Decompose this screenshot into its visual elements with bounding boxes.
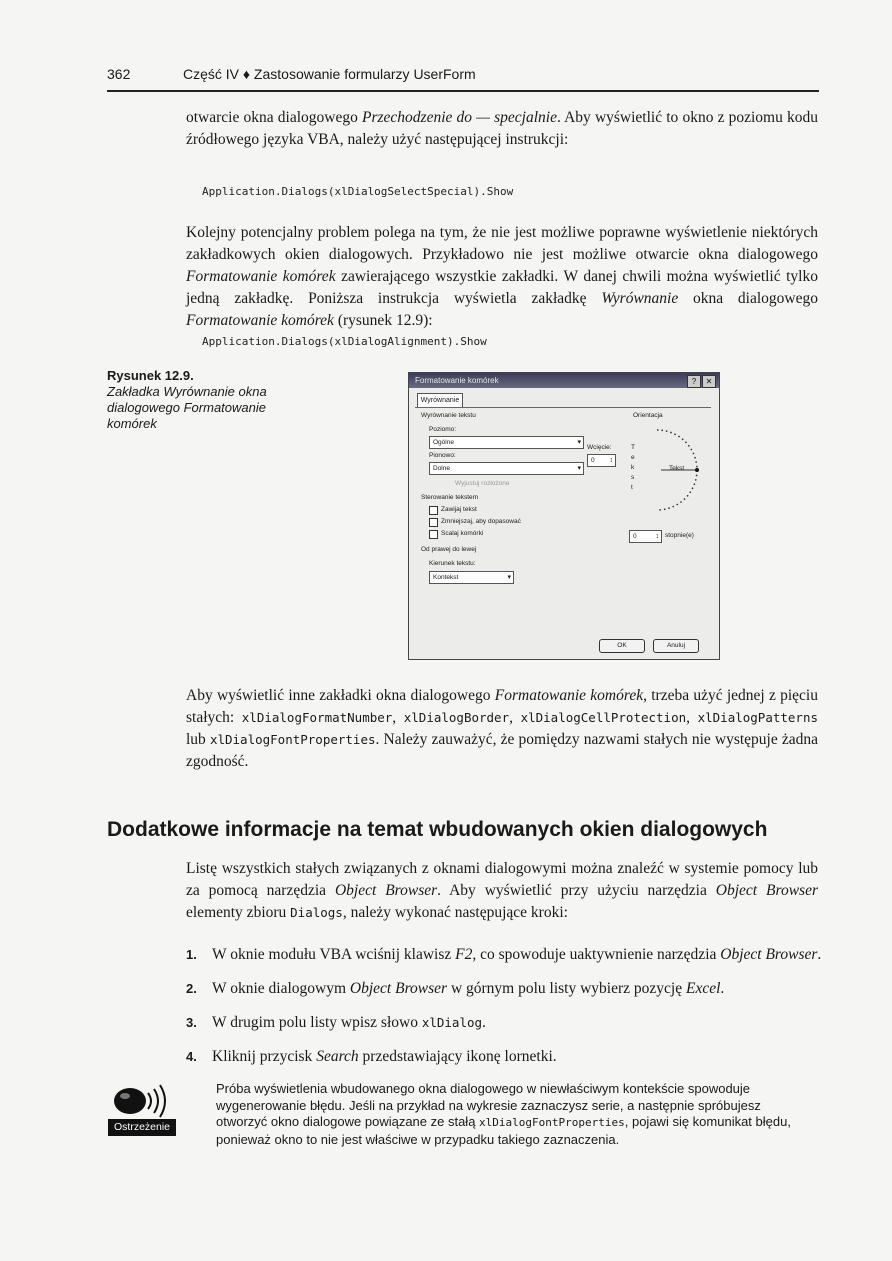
page-header (107, 60, 819, 92)
spinner-arrows-icon: ↕ (655, 533, 659, 540)
justify-distributed-label: Wyjustuj rozłożone (455, 480, 510, 487)
figure-label: Rysunek 12.9. (107, 368, 194, 383)
orientation-letter: e (631, 454, 635, 461)
chapter-title: Część IV ♦ Zastosowanie formularzy UserForm (183, 66, 476, 82)
vertical-select[interactable]: Dolne ▾ (429, 462, 584, 475)
chevron-down-icon: ▾ (507, 574, 511, 581)
steps-list (186, 944, 826, 1080)
text-control-label: Sterowanie tekstem (421, 494, 479, 501)
paragraph-2: Kolejny potencjalny problem polega na tym, że nie jest możliwe poprawne wyświetlenie niektórych zakładkowych okien dialogowych. Przykładowo nie jest możliwe otwarcie okna dialogowego Formatowanie komórek zawierającego wszystkie zakładki. W danej chwili można wyświetlić tylko jedną zakładkę. Poniższa instrukcja wyświetla zakładkę Wyrównanie okna dialogowego Formatowanie komórek (rysunek 12.9): (186, 224, 818, 329)
orientation-text: Tekst (669, 465, 685, 472)
list-item: 4. Kliknij przycisk Search przedstawiający ikonę lornetki. (186, 1048, 557, 1065)
orientation-letter: s (631, 474, 635, 481)
text-direction-label: Kierunek tekstu: (429, 560, 476, 567)
code-line-1: Application.Dialogs(xlDialogSelectSpecial).Show (202, 185, 514, 198)
wrap-text-checkbox[interactable] (429, 506, 438, 515)
indent-spinner[interactable]: 0 ↕ (587, 454, 616, 467)
paragraph-1: otwarcie okna dialogowego Przechodzenie do — specjalnie. Aby wyświetlić to okno z poziomu kodu źródłowego języka VBA, należy użyć następującej instrukcji: (186, 109, 819, 148)
code-line-2: Application.Dialogs(xlDialogAlignment).Show (202, 335, 487, 348)
help-button[interactable]: ? (687, 375, 701, 388)
text-alignment-label: Wyrównanie tekstu (421, 412, 476, 419)
shrink-to-fit-checkbox[interactable] (429, 518, 438, 527)
degrees-label: stopnie(e) (665, 532, 694, 539)
list-item: 3. W drugim polu listy wpisz słowo xlDialog. (186, 1014, 486, 1031)
text-direction-select[interactable]: Kontekst ▾ (429, 571, 514, 584)
chevron-down-icon: ▾ (577, 439, 581, 446)
dialog-title: Formatowanie komórek (415, 376, 499, 385)
vertical-label: Pionowo: (429, 452, 456, 459)
spinner-arrows-icon: ↕ (609, 457, 613, 464)
merge-cells-checkbox[interactable] (429, 530, 438, 539)
paragraph-4: Listę wszystkich stałych związanych z oknami dialogowymi można znaleźć w systemie pomocy lub za pomocą narzędzia Object Browser. Aby wyświetlić przy użyciu narzędzia Object Browser elementy zbioru Dialogs, należy wykonać następujące kroki: (186, 860, 818, 921)
bomb-icon (108, 1081, 180, 1121)
orientation-dial-icon (627, 422, 709, 518)
indent-label: Wcięcie: (587, 444, 612, 451)
figure-caption (107, 368, 277, 432)
ok-button[interactable]: OK (599, 639, 645, 653)
warning-icon (108, 1081, 180, 1139)
shrink-to-fit-label: Zmniejszaj, aby dopasować (441, 518, 521, 525)
orientation-box[interactable] (627, 422, 709, 518)
dialog-title-bar (409, 373, 719, 388)
format-cells-dialog (408, 372, 720, 660)
warning-text: Próba wyświetlenia wbudowanego okna dialogowego w niewłaściwym kontekście spowoduje wygenerowanie błędu. Jeśli na przykład na wykresie zaznaczysz serie, a następnie spróbujesz otworzyć okno dialogowe powiązane ze stałą xlDialogFontProperties, pojawi się komunikat błędu, ponieważ okno to nie jest właściwe w przypadku takiego zaznaczenia. (216, 1081, 791, 1147)
rtl-label: Od prawej do lewej (421, 546, 477, 553)
list-item: 1. W oknie modułu VBA wciśnij klawisz F2, co spowoduje uaktywnienie narzędzia Object Browser. (186, 946, 822, 963)
cancel-button[interactable]: Anuluj (653, 639, 699, 653)
horizontal-select[interactable]: Ogólne ▾ (429, 436, 584, 449)
warning-label: Ostrzeżenie (108, 1119, 176, 1136)
tab-alignment[interactable]: Wyrównanie (417, 393, 463, 407)
merge-cells-label: Scalaj komórki (441, 530, 484, 537)
horizontal-label: Poziomo: (429, 426, 457, 433)
orientation-letter: T (631, 444, 635, 451)
chevron-down-icon: ▾ (577, 465, 581, 472)
section-heading: Dodatkowe informacje na temat wbudowanych okien dialogowych (107, 818, 768, 841)
page-number: 362 (107, 66, 131, 82)
figure-caption-text: Zakładka Wyrównanie okna dialogowego Formatowanie komórek (107, 384, 267, 431)
list-item: 2. W oknie dialogowym Object Browser w górnym polu listy wybierz pozycję Excel. (186, 980, 725, 997)
paragraph-3: Aby wyświetlić inne zakładki okna dialogowego Formatowanie komórek, trzeba użyć jednej z pięciu stałych: xlDialogFormatNumber, xlDialogBorder, xlDialogCellProtection, xlDialogPatterns lub xlDialogFontProperties. Należy zauważyć, że pomiędzy nazwami stałych nie występuje żadna zgodność. (186, 687, 819, 770)
orientation-label: Orientacja (633, 412, 663, 419)
close-button[interactable]: ✕ (702, 375, 716, 388)
degrees-spinner[interactable]: 0 ↕ (629, 530, 662, 543)
orientation-letter: t (631, 484, 633, 491)
alignment-panel (415, 407, 711, 630)
orientation-letter: k (631, 464, 635, 471)
wrap-text-label: Zawijaj tekst (441, 506, 477, 513)
